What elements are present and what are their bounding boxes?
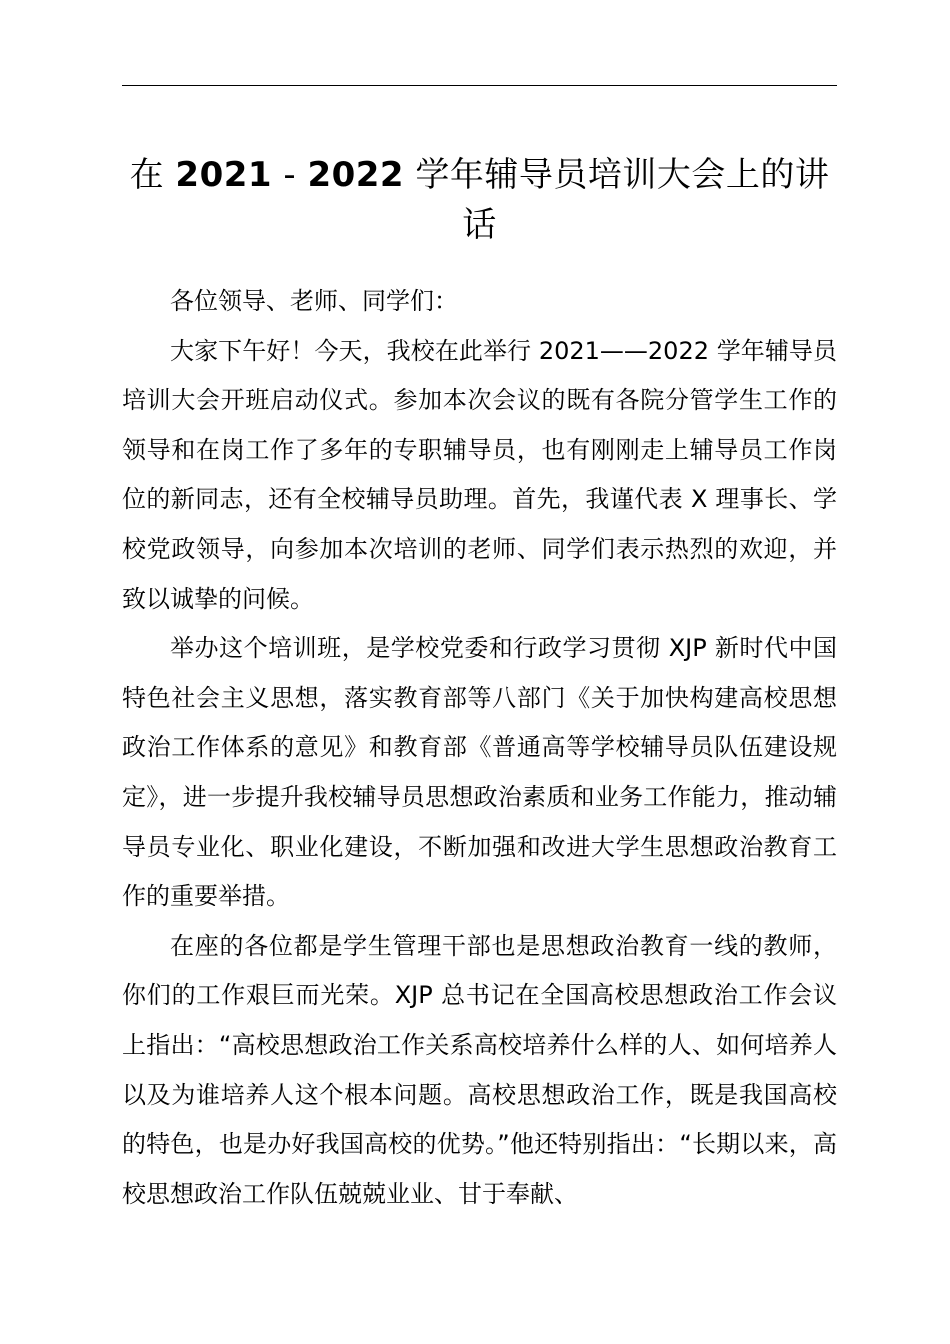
page-title [122,150,837,250]
header-rule [122,85,837,86]
paragraph-1: 大家下午好！今天，我校在此举行 2021——2022 学年辅导员培训大会开班启动仪式。参加本次会议的既有各院分管学生工作的领导和在岗工作了多年的专职辅导员，也有刚刚走上辅导员工作岗位的新同志，还有全校辅导员助理。首先，我谨代表 X 理事长、学校党政领导，向参加本次培训的老师、同学们表示热烈的欢迎，并致以诚挚的问候。 [122,336,837,613]
title-prefix: 在 [129,155,176,195]
title-suffix: 学年辅导员培训大会上的讲话 [404,155,830,245]
speech-body [122,277,837,1219]
title-year-end: 2022 [307,155,405,195]
paragraph-3: 在座的各位都是学生管理干部也是思想政治教育一线的教师，你们的工作艰巨而光荣。XJP 总书记在全国高校思想政治工作会议上指出：“高校思想政治工作关系高校培养什么样的人、如何培养人以及为谁培养人这个根本问题。高校思想政治工作，既是我国高校的特色，也是办好我国高校的优势。”他还特别指出：“长期以来，高校思想政治工作队伍兢兢业业、甘于奉献、 [122,931,837,1208]
greeting: 各位领导、老师、同学们： [170,287,458,315]
title-separator: - [272,155,308,195]
title-year-start: 2021 [175,155,273,195]
paragraph-2: 举办这个培训班，是学校党委和行政学习贯彻 XJP 新时代中国特色社会主义思想，落实教育部等八部门《关于加快构建高校思想政治工作体系的意见》和教育部《普通高等学校辅导员队伍建设规定》，进一步提升我校辅导员思想政治素质和业务工作能力，推动辅导员专业化、职业化建设，不断加强和改进大学生思想政治教育工作的重要举措。 [122,634,837,911]
